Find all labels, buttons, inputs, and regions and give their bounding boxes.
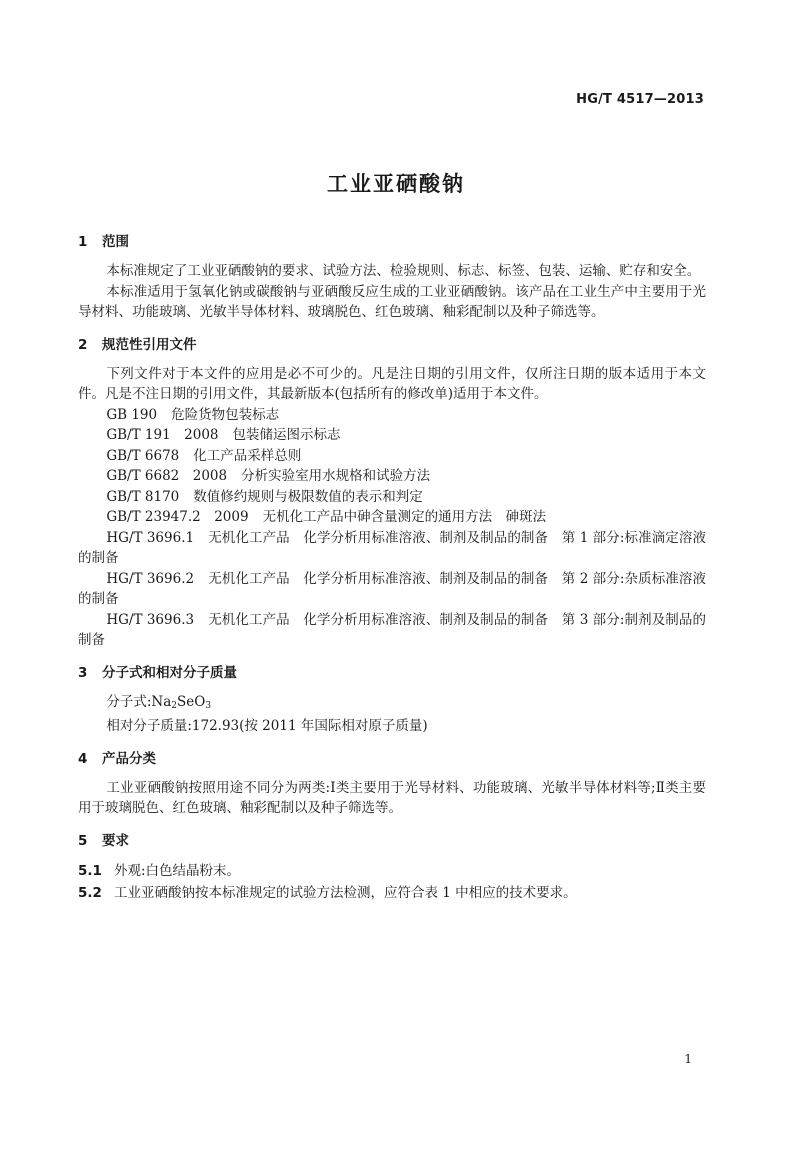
document-body — [78, 232, 706, 904]
reference-title: 分析实验室用水规格和试验方法 — [241, 468, 431, 484]
reference-item — [78, 405, 706, 426]
reference-item — [78, 610, 706, 651]
reference-title: 无机化工产品中砷含量测定的通用方法 砷斑法 — [262, 509, 547, 525]
reference-item — [78, 528, 706, 569]
formula-subscript: 3 — [205, 700, 212, 711]
formula-part: SeO — [177, 693, 206, 710]
reference-title: 化工产品采样总则 — [193, 447, 302, 464]
page-number: 1 — [684, 1052, 692, 1066]
reference-code: GB 190 — [106, 406, 158, 423]
reference-code: HG/T 3696.3 — [106, 611, 195, 628]
reference-code: HG/T 3696.2 — [106, 570, 195, 587]
reference-code: GB/T 6678 — [106, 447, 180, 464]
reference-item — [78, 466, 706, 487]
section-title: 产品分类 — [102, 750, 156, 767]
formula-label: 分子式: — [106, 693, 152, 710]
reference-item — [78, 487, 706, 508]
clause-number: 5.2 — [78, 884, 102, 901]
clause-text: 工业亚硒酸钠按本标准规定的试验方法检测，应符合表 1 中相应的技术要求。 — [114, 884, 577, 901]
reference-title: 无机化工产品 化学分析用标准溶液、制剂及制品的制备 第 3 部分:制剂及制品的制备 — [78, 611, 706, 648]
reference-item — [78, 425, 706, 446]
section-number: 2 — [78, 336, 88, 353]
reference-item — [78, 507, 706, 528]
clause-number: 5.1 — [78, 862, 102, 879]
formula-subscript: 2 — [171, 700, 178, 711]
reference-item — [78, 446, 706, 467]
reference-title: 无机化工产品 化学分析用标准溶液、制剂及制品的制备 第 1 部分:标准滴定溶液的制备 — [78, 529, 706, 566]
section-title: 分子式和相对分子质量 — [102, 664, 237, 681]
formula-part: Na — [151, 693, 172, 710]
paragraph: 本标准适用于氢氧化钠或碳酸钠与亚硒酸反应生成的工业亚硒酸钠。该产品在工业生产中主要用于光导材料、功能玻璃、光敏半导体材料、玻璃脱色、红色玻璃、釉彩配制以及种子筛选等。 — [78, 283, 706, 320]
section-heading-scope — [78, 232, 706, 252]
paragraph: 工业亚硒酸钠按照用途不同分为两类:Ⅰ类主要用于光导材料、功能玻璃、光敏半导体材料等;Ⅱ类主要用于玻璃脱色、红色玻璃、釉彩配制以及种子筛选等。 — [78, 779, 706, 816]
section-heading-classification — [78, 749, 706, 769]
reference-title: 数值修约规则与极限数值的表示和判定 — [193, 488, 423, 505]
clause-item — [78, 860, 706, 882]
section-heading-formula — [78, 663, 706, 683]
reference-code: GB/T 8170 — [106, 488, 180, 505]
section-title: 规范性引用文件 — [102, 336, 197, 353]
section-title: 要求 — [102, 832, 129, 849]
clause-item — [78, 882, 706, 904]
molecular-formula-line — [78, 692, 706, 717]
reference-code: GB/T 23947.2 2009 — [106, 509, 249, 525]
relative-molecular-mass-line: 相对分子质量:172.93(按 2011 年国际相对原子质量) — [106, 718, 428, 734]
paragraph: 下列文件对于本文件的应用是必不可少的。凡是注日期的引用文件，仅所注日期的版本适用于本文件。凡是不注日期的引用文件，其最新版本(包括所有的修改单)适用于本文件。 — [78, 365, 706, 402]
clause-text: 外观:白色结晶粉末。 — [114, 862, 241, 879]
section-number: 5 — [78, 832, 88, 849]
reference-code: GB/T 191 2008 — [106, 427, 219, 443]
section-heading-normative-references — [78, 335, 706, 355]
section-heading-requirements — [78, 831, 706, 851]
reference-title: 危险货物包装标志 — [171, 406, 280, 423]
section-number: 3 — [78, 664, 88, 681]
standard-code: HG/T 4517—2013 — [576, 92, 704, 107]
document-title: 工业亚硒酸钠 — [327, 172, 465, 196]
section-number: 4 — [78, 750, 88, 767]
reference-item — [78, 569, 706, 610]
paragraph: 本标准规定了工业亚硒酸钠的要求、试验方法、检验规则、标志、标签、包装、运输、贮存和安全。 — [106, 263, 701, 279]
reference-title: 无机化工产品 化学分析用标准溶液、制剂及制品的制备 第 2 部分:杂质标准溶液的制备 — [78, 570, 706, 607]
section-number: 1 — [78, 234, 88, 250]
reference-code: GB/T 6682 2008 — [106, 468, 228, 484]
section-title: 范围 — [102, 234, 129, 250]
reference-code: HG/T 3696.1 — [106, 529, 195, 546]
reference-title: 包装储运图示标志 — [232, 427, 341, 443]
